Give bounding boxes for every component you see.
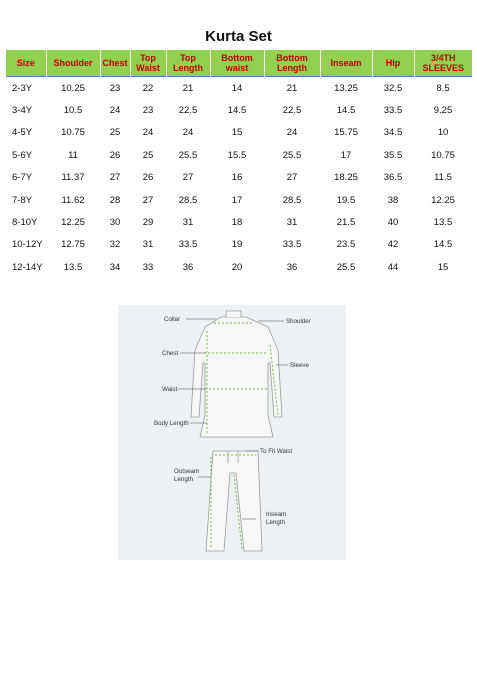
measurement-cell: 27 bbox=[142, 194, 154, 206]
size-cell: 12-14Y bbox=[12, 261, 43, 273]
size-cell: 8-10Y bbox=[12, 217, 38, 229]
measurement-cell: 14.5 bbox=[227, 105, 247, 117]
table-row bbox=[6, 167, 472, 189]
collar-label: Collar bbox=[164, 316, 181, 323]
measurement-cell: 33.5 bbox=[282, 239, 302, 251]
table-row bbox=[6, 144, 472, 166]
measurement-cell: 22 bbox=[142, 82, 154, 94]
measurement-cell: 8.5 bbox=[436, 82, 450, 94]
measurement-cell: 12.75 bbox=[61, 239, 85, 251]
measurement-cell: 14.5 bbox=[433, 239, 453, 251]
measurement-cell: 11 bbox=[68, 149, 78, 161]
measurement-cell: 27 bbox=[286, 172, 298, 184]
table-row bbox=[6, 256, 472, 278]
size-cell: 6-7Y bbox=[12, 172, 33, 184]
measurement-cell: 26 bbox=[142, 172, 154, 184]
measurement-cell: 23 bbox=[109, 82, 121, 94]
measurement-cell: 22.5 bbox=[282, 105, 302, 117]
table-header-row bbox=[6, 50, 472, 77]
measurement-cell: 28.5 bbox=[178, 194, 198, 206]
table-row bbox=[6, 122, 472, 144]
measurement-cell: 26 bbox=[109, 149, 121, 161]
sleeve-label: Sleeve bbox=[290, 362, 309, 369]
measurement-cell: 30 bbox=[109, 217, 121, 229]
size-cell: 7-8Y bbox=[12, 194, 33, 206]
table-row bbox=[6, 211, 472, 233]
measurement-cell: 24 bbox=[182, 127, 194, 139]
measurement-diagram bbox=[118, 305, 346, 560]
inseam-length-label: Length bbox=[266, 519, 285, 526]
measurement-cell: 24 bbox=[109, 105, 121, 117]
measurement-cell: 14.5 bbox=[336, 105, 356, 117]
table-row bbox=[6, 189, 472, 211]
measurement-cell: 10.75 bbox=[431, 149, 455, 161]
measurement-cell: 36.5 bbox=[383, 172, 403, 184]
measurement-cell: 10.5 bbox=[63, 105, 83, 117]
measurement-cell: 20 bbox=[231, 261, 243, 273]
size-cell: 3-4Y bbox=[12, 105, 33, 117]
measurement-cell: 33 bbox=[142, 261, 154, 273]
measurement-cell: 29 bbox=[142, 217, 154, 229]
measurement-cell: 23.5 bbox=[336, 239, 356, 251]
outseam-length-label: Length bbox=[174, 476, 193, 483]
measurement-cell: 19.5 bbox=[336, 194, 356, 206]
measurement-cell: 25.5 bbox=[336, 261, 356, 273]
measurement-cell: 10.75 bbox=[61, 127, 85, 139]
column-header: Inseam bbox=[320, 50, 372, 77]
measurement-cell: 16 bbox=[231, 172, 243, 184]
table-row bbox=[6, 77, 472, 100]
measurement-cell: 12.25 bbox=[431, 194, 455, 206]
measurement-cell: 25.5 bbox=[178, 149, 198, 161]
column-header: Shoulder bbox=[46, 50, 100, 77]
measurement-cell: 36 bbox=[286, 261, 298, 273]
measurement-cell: 21 bbox=[286, 82, 298, 94]
measurement-cell: 31 bbox=[182, 217, 194, 229]
column-header: Bottom waist bbox=[210, 50, 264, 77]
measurement-cell: 42 bbox=[387, 239, 399, 251]
measurement-cell: 15.5 bbox=[227, 149, 247, 161]
measurement-cell: 11.62 bbox=[61, 194, 85, 206]
measurement-cell: 11.5 bbox=[434, 172, 452, 184]
measurement-cell: 25 bbox=[109, 127, 121, 139]
outseam-label: Outseam bbox=[174, 468, 200, 475]
size-cell: 10-12Y bbox=[12, 239, 43, 251]
page-title: Kurta Set bbox=[205, 28, 272, 45]
measurement-cell: 22.5 bbox=[178, 105, 198, 117]
measurement-cell: 13.5 bbox=[433, 217, 453, 229]
to-fit-waist-label: To Fit Waist bbox=[260, 448, 293, 455]
kurta-outline bbox=[191, 311, 282, 437]
measurement-cell: 21.5 bbox=[336, 217, 356, 229]
measurement-cell: 24 bbox=[286, 127, 298, 139]
column-header: 3/4TH SLEEVES bbox=[414, 50, 472, 77]
measurement-cell: 25 bbox=[142, 149, 154, 161]
measurement-cell: 9.25 bbox=[433, 105, 453, 117]
size-cell: 4-5Y bbox=[12, 127, 33, 139]
measurement-cell: 11.37 bbox=[61, 172, 85, 184]
shoulder-label: Shoulder bbox=[286, 318, 311, 325]
measurement-cell: 44 bbox=[387, 261, 399, 273]
measurement-cell: 34 bbox=[109, 261, 121, 273]
measurement-cell: 17 bbox=[340, 149, 352, 161]
measurement-cell: 21 bbox=[182, 82, 194, 94]
waist-label: Waist bbox=[162, 386, 178, 393]
measurement-cell: 23 bbox=[142, 105, 154, 117]
measurement-cell: 33.5 bbox=[178, 239, 198, 251]
measurement-cell: 28 bbox=[109, 194, 121, 206]
pajama-outline bbox=[206, 451, 262, 551]
measurement-cell: 27 bbox=[109, 172, 121, 184]
measurement-cell: 19 bbox=[231, 239, 243, 251]
column-header: Hip bbox=[372, 50, 414, 77]
measurement-cell: 31 bbox=[142, 239, 154, 251]
table-row bbox=[6, 99, 472, 121]
measurement-cell: 18 bbox=[231, 217, 243, 229]
measurement-cell: 25.5 bbox=[282, 149, 302, 161]
measurement-cell: 40 bbox=[387, 217, 399, 229]
measurement-cell: 33.5 bbox=[383, 105, 403, 117]
measurement-cell: 17 bbox=[231, 194, 243, 206]
measurement-cell: 13.25 bbox=[334, 82, 358, 94]
measurement-cell: 10 bbox=[437, 127, 449, 139]
size-chart-table bbox=[6, 50, 472, 279]
measurement-cell: 38 bbox=[387, 194, 399, 206]
column-header: Bottom Length bbox=[264, 50, 320, 77]
measurement-cell: 27 bbox=[182, 172, 194, 184]
column-header: Top Length bbox=[166, 50, 210, 77]
measurement-cell: 24 bbox=[142, 127, 154, 139]
measurement-cell: 32 bbox=[109, 239, 121, 251]
column-header: Top Waist bbox=[130, 50, 166, 77]
column-header: Chest bbox=[100, 50, 130, 77]
measurement-cell: 28.5 bbox=[282, 194, 302, 206]
size-cell: 5-6Y bbox=[12, 149, 33, 161]
kurta-pajama-diagram bbox=[118, 305, 346, 560]
measurement-cell: 14 bbox=[231, 82, 243, 94]
measurement-cell: 12.25 bbox=[61, 217, 85, 229]
measurement-cell: 15 bbox=[437, 261, 449, 273]
measurement-cell: 13.5 bbox=[63, 261, 83, 273]
table-row bbox=[6, 234, 472, 256]
measurement-cell: 32.5 bbox=[383, 82, 403, 94]
measurement-cell: 15 bbox=[231, 127, 243, 139]
measurement-cell: 15.75 bbox=[334, 127, 358, 139]
body-length-label: Body Length bbox=[154, 420, 189, 427]
measurement-cell: 34.5 bbox=[383, 127, 403, 139]
chest-label: Chest bbox=[162, 350, 179, 357]
measurement-cell: 31 bbox=[286, 217, 298, 229]
size-cell: 2-3Y bbox=[12, 82, 33, 94]
measurement-cell: 35.5 bbox=[383, 149, 403, 161]
measurement-cell: 18.25 bbox=[334, 172, 358, 184]
measurement-cell: 36 bbox=[182, 261, 194, 273]
column-header: Size bbox=[6, 50, 46, 77]
measurement-cell: 10.25 bbox=[61, 82, 85, 94]
inseam-label: Inseam bbox=[266, 511, 287, 518]
